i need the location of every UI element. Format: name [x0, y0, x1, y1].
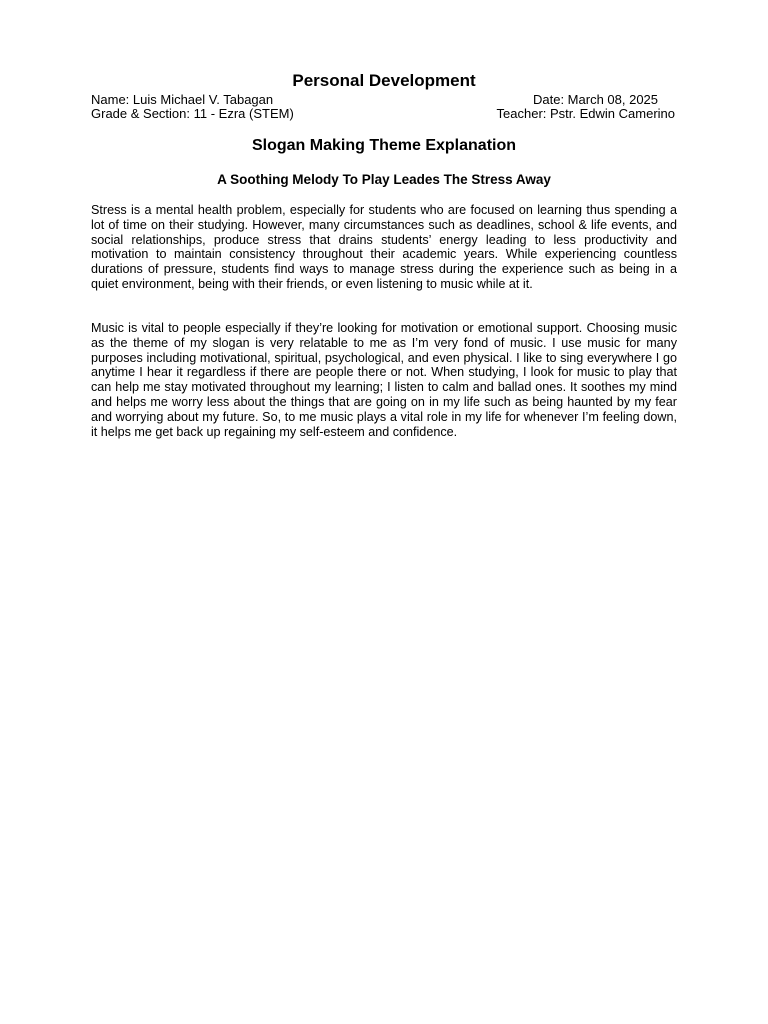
- student-name: Name: Luis Michael V. Tabagan: [91, 92, 274, 107]
- section-title: Slogan Making Theme Explanation: [251, 137, 517, 154]
- grade-section: Grade & Section: 11 - Ezra (STEM): [91, 106, 294, 121]
- document-title: Personal Development: [292, 71, 476, 90]
- paragraph-stress: Stress is a mental health problem, especially for students who are focused on learning thus spending a lot of time on their studying. However, many circumstances such as deadlines, school & life events, and social relationships, produce stress that drains students’ energy leading to less productivity and motivation to maintain consistency throughout their academic years. While experiencing countless durations of pressure, students find ways to manage stress during the experience such as being in a quiet environment, being with their friends, or even listening to music while at it.: [91, 203, 677, 291]
- paragraph-music: Music is vital to people especially if they’re looking for motivation or emotional support. Choosing music as the theme of my slogan is very relatable to me as I’m very fond of music. I use music for many purposes including motivational, spiritual, psychological, and even physical. I like to sing everywhere I go anytime I hear it regardless if there are people there or not. When studying, I look for music to play that can help me stay motivated throughout my learning; I listen to calm and ballad ones. It soothes my mind and helps me worry less about the things that are going on in my life such as being haunted by my fear and worrying about my future. So, to me music plays a vital role in my life for whenever I’m feeling down, it helps me get back up regaining my self-esteem and confidence.: [91, 321, 677, 439]
- teacher-name: Teacher: Pstr. Edwin Camerino: [496, 106, 675, 121]
- slogan-title: A Soothing Melody To Play Leades The Stress Away: [217, 172, 551, 187]
- submission-date: Date: March 08, 2025: [533, 92, 659, 107]
